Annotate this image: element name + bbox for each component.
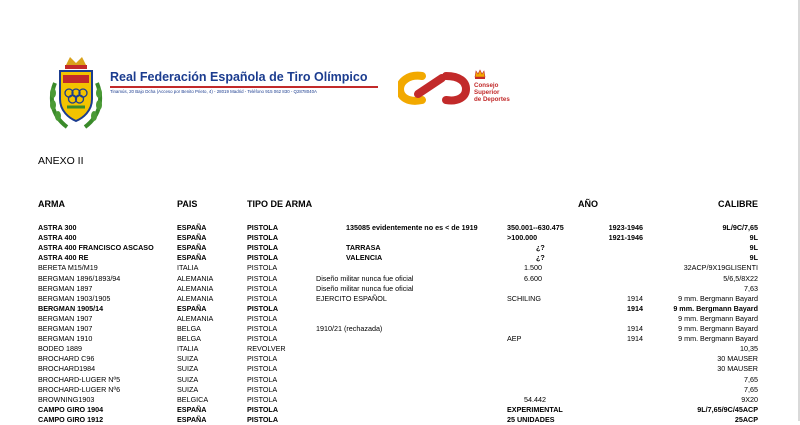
- cell-pais: ALEMANIA: [177, 313, 214, 323]
- cell-observaciones: Diseño militar nunca fue oficial: [316, 273, 414, 283]
- cell-serie: 6.600: [524, 273, 542, 283]
- cell-calibre: 7,65: [744, 374, 758, 384]
- cell-serie: 54.442: [524, 394, 546, 404]
- table-row: [0, 334, 800, 344]
- cell-pais: ITALIA: [177, 263, 199, 273]
- cell-observaciones: 135085 evidentemente no es < de 1919: [346, 223, 478, 232]
- cell-pais: ALEMANIA: [177, 283, 214, 293]
- cell-arma: BROCHARD-LUGER Nº5: [38, 374, 121, 384]
- cell-serie: 25 UNIDADES: [507, 414, 555, 424]
- federation-address: Tinamús, 20 Bajo Dcha (Acceso por Benito Prieto, 4) - 28019 Madrid - Teléfono 915 062 830 - Q2878040A: [110, 89, 317, 94]
- table-row: [0, 405, 800, 415]
- cell-serie: 1.500: [524, 263, 542, 273]
- header-calibre: CALIBRE: [718, 199, 758, 209]
- cell-ano: 1914: [627, 293, 643, 303]
- cell-observaciones: EJERCITO ESPAÑOL: [316, 293, 387, 303]
- header-tipo: TIPO DE ARMA: [247, 199, 313, 209]
- cell-arma: ASTRA 300: [38, 223, 77, 232]
- federation-divider: [110, 86, 378, 88]
- table-row: [0, 415, 800, 425]
- cell-serie: SCHILING: [507, 293, 541, 303]
- table-row: [0, 395, 800, 405]
- cell-tipo: PISTOLA: [247, 233, 279, 243]
- cell-tipo: PISTOLA: [247, 313, 278, 323]
- cell-pais: ESPAÑA: [177, 253, 207, 263]
- cell-arma: BERGMAN 1910: [38, 334, 93, 344]
- cell-arma: BROWNING1903: [38, 394, 95, 404]
- cell-tipo: PISTOLA: [247, 404, 279, 414]
- cell-pais: SUIZA: [177, 384, 199, 394]
- cell-calibre: 7,63: [744, 283, 758, 293]
- cell-tipo: PISTOLA: [247, 364, 278, 374]
- cell-calibre: 30 MAUSER: [717, 354, 758, 364]
- cell-tipo: PISTOLA: [247, 354, 278, 364]
- cell-serie: ¿?: [536, 243, 545, 253]
- table-row: [0, 263, 800, 273]
- csd-name: [474, 82, 510, 103]
- cell-pais: ESPAÑA: [177, 243, 207, 253]
- cell-pais: BELGA: [177, 324, 201, 333]
- cell-arma: ASTRA 400: [38, 233, 77, 243]
- cell-tipo: PISTOLA: [247, 394, 278, 404]
- cell-calibre: 9L: [749, 253, 758, 263]
- cell-pais: SUIZA: [177, 374, 199, 384]
- cell-tipo: PISTOLA: [247, 223, 279, 232]
- cell-calibre: 9 mm. Bergmann Bayard: [678, 334, 758, 344]
- table-row: [0, 253, 800, 263]
- cell-tipo: PISTOLA: [247, 253, 279, 263]
- cell-pais: ESPAÑA: [177, 223, 207, 232]
- table-row: [0, 233, 800, 243]
- table-row: [0, 375, 800, 385]
- table-row: [0, 294, 800, 304]
- table-row: [0, 223, 800, 233]
- cell-arma: BERGMAN 1907: [38, 324, 93, 333]
- cell-calibre: 9L/7,65/9C/45ACP: [697, 404, 758, 414]
- table-row: [0, 385, 800, 395]
- cell-calibre: 9 mm. Bergmann Bayard: [673, 303, 758, 313]
- table-row: [0, 314, 800, 324]
- cell-tipo: REVOLVER: [247, 344, 286, 354]
- cell-pais: ALEMANIA: [177, 293, 214, 303]
- cell-calibre: 7,65: [744, 384, 758, 394]
- table-row: [0, 354, 800, 364]
- cell-pais: BELGICA: [177, 394, 209, 404]
- table-row: [0, 274, 800, 284]
- cell-arma: BERGMAN 1907: [38, 313, 93, 323]
- cell-observaciones: Diseño militar nunca fue oficial: [316, 283, 414, 293]
- cell-tipo: PISTOLA: [247, 414, 279, 424]
- cell-arma: BROCHARD1984: [38, 364, 96, 374]
- csd-line-3: de Deportes: [474, 96, 510, 103]
- cell-observaciones: TARRASA: [346, 243, 381, 253]
- cell-tipo: PISTOLA: [247, 243, 279, 253]
- cell-calibre: 9L: [749, 243, 758, 253]
- cell-pais: BELGA: [177, 334, 201, 344]
- cell-arma: BERETA M15/M19: [38, 263, 98, 273]
- annex-title: ANEXO II: [38, 155, 84, 167]
- table-row: [0, 304, 800, 314]
- cell-calibre: 9 mm. Bergmann Bayard: [678, 293, 758, 303]
- cell-tipo: PISTOLA: [247, 324, 278, 333]
- cell-pais: ESPAÑA: [177, 404, 207, 414]
- cell-serie: 350.001--630.475: [507, 223, 564, 232]
- cell-calibre: 30 MAUSER: [717, 364, 758, 374]
- cell-tipo: PISTOLA: [247, 303, 279, 313]
- cell-pais: SUIZA: [177, 364, 199, 374]
- cell-pais: ESPAÑA: [177, 303, 207, 313]
- cell-ano: 1923-1946: [608, 223, 643, 232]
- cell-calibre: 5/6,5/8X22: [723, 273, 758, 283]
- cell-ano: 1914: [627, 324, 643, 333]
- cell-pais: ESPAÑA: [177, 414, 207, 424]
- cell-tipo: PISTOLA: [247, 283, 278, 293]
- table-row: [0, 364, 800, 374]
- cell-tipo: PISTOLA: [247, 374, 278, 384]
- cell-calibre: 32ACP/9X19GLISENTI: [683, 263, 758, 273]
- cell-arma: BERGMAN 1903/1905: [38, 293, 111, 303]
- cell-arma: ASTRA 400 FRANCISCO ASCASO: [38, 243, 154, 253]
- header-arma: ARMA: [38, 199, 65, 209]
- cell-tipo: PISTOLA: [247, 384, 278, 394]
- cell-ano: 1914: [627, 334, 643, 344]
- cell-calibre: 9X20: [741, 394, 758, 404]
- cell-calibre: 25ACP: [734, 414, 758, 424]
- cell-observaciones: 1910/21 (rechazada): [316, 324, 383, 333]
- cell-arma: BROCHARD C96: [38, 354, 95, 364]
- table-row: [0, 324, 800, 334]
- rfeto-emblem-icon: [47, 53, 105, 133]
- table-row: [0, 284, 800, 294]
- csd-line-2: Superior: [474, 89, 500, 96]
- cell-calibre: 9L: [749, 233, 758, 243]
- cell-arma: BERGMAN 1896/1893/94: [38, 273, 121, 283]
- header-pais: PAIS: [177, 199, 198, 209]
- cell-serie: AEP: [507, 334, 522, 344]
- header-ano: AÑO: [578, 199, 598, 209]
- cell-arma: BROCHARD-LUGER Nº6: [38, 384, 121, 394]
- cell-arma: CAMPO GIRO 1912: [38, 414, 104, 424]
- csd-line-1: Consejo: [474, 82, 499, 89]
- cell-tipo: PISTOLA: [247, 293, 278, 303]
- csd-logo-icon: [398, 70, 470, 106]
- cell-ano: 1921-1946: [608, 233, 643, 243]
- cell-arma: ASTRA 400 RE: [38, 253, 89, 263]
- cell-arma: BERGMAN 1897: [38, 283, 93, 293]
- cell-arma: BERGMAN 1905/14: [38, 303, 104, 313]
- cell-calibre: 9L/9C/7,65: [722, 223, 758, 232]
- cell-pais: SUIZA: [177, 354, 199, 364]
- cell-pais: ALEMANIA: [177, 273, 214, 283]
- cell-pais: ESPAÑA: [177, 233, 207, 243]
- cell-serie: EXPERIMENTAL: [507, 404, 563, 414]
- cell-calibre: 9 mm. Bergmann Bayard: [678, 324, 758, 333]
- cell-ano: 1914: [627, 303, 643, 313]
- cell-calibre: 10,35: [740, 344, 758, 354]
- cell-tipo: PISTOLA: [247, 263, 278, 273]
- cell-serie: ¿?: [536, 253, 545, 263]
- federation-title: Real Federación Española de Tiro Olímpico: [110, 70, 368, 84]
- cell-calibre: 9 mm. Bergmann Bayard: [678, 313, 758, 323]
- cell-serie: >100.000: [507, 233, 538, 243]
- cell-pais: ITALIA: [177, 344, 199, 354]
- cell-arma: CAMPO GIRO 1904: [38, 404, 104, 414]
- table-row: [0, 344, 800, 354]
- cell-arma: BODEO 1889: [38, 344, 82, 354]
- table-row: [0, 243, 800, 253]
- cell-tipo: PISTOLA: [247, 334, 278, 344]
- crown-icon: [474, 68, 486, 80]
- cell-tipo: PISTOLA: [247, 273, 278, 283]
- cell-observaciones: VALENCIA: [346, 253, 383, 263]
